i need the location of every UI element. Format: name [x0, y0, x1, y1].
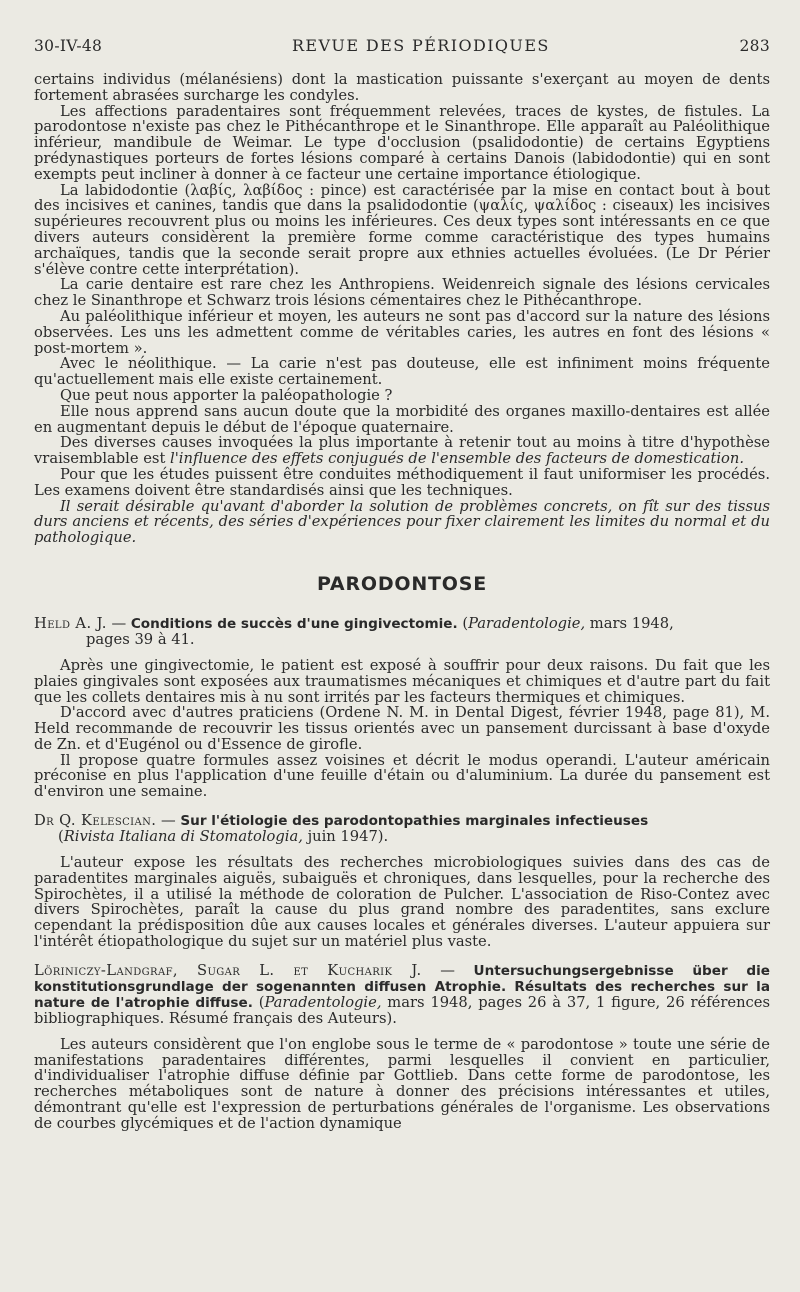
entry-dash: —: [156, 812, 181, 830]
paragraph: L'auteur expose les résultats des recherches microbiologiques suivies dans des cas de paradentites marginales aiguës, subaiguës et chroniques, dans lesquelles, pour la recherche des Spirochètes, il a utilisé la méthode de coloration de Pulcher. L'association de Riso-Contez avec divers Spirochètes, paraît la cause du plus grand nombre des paradentites, sans exclure cependant la prédisposition dûe aux causes locales et générales diverses. L'auteur appuiera sur l'intérêt étiopathologique du sujet sur un matériel plus vaste.: [34, 854, 770, 951]
entry-reference-pages: pages 39 à 41.: [86, 630, 195, 648]
entry-author: Löriniczy-Landgraf, Sugar L. et Kucharik J.: [34, 961, 422, 979]
entry-ref-open: (: [58, 828, 64, 846]
entry-author: Dr Q. Kelescian.: [34, 812, 157, 830]
entry-reference: juin 1947).: [302, 828, 389, 846]
entry-ref-open: (: [252, 993, 265, 1011]
entry-heading: [34, 616, 770, 648]
paragraph: [34, 435, 770, 467]
entry-reference: mars 1948,: [585, 614, 674, 632]
entry-heading: [34, 813, 770, 845]
header-journal-title: REVUE DES PÉRIODIQUES: [291, 36, 550, 55]
entry-title: Untersuchungsergebnisse über die konstitutionsgrundlage der sogenannten diffusen Atrophie. Résultats des recherches sur la nature de l'atrophie diffuse.: [34, 962, 770, 1011]
paragraph: Avec le néolithique. — La carie n'est pas douteuse, elle est infiniment moins fréquente qu'actuellement mais elle existe certainement.: [34, 355, 770, 389]
entry-title: Sur l'étiologie des parodontopathies marginales infectieuses: [180, 813, 649, 830]
intro-text: [34, 72, 770, 546]
entry-title: Conditions de succès d'une gingivectomie.: [130, 615, 458, 632]
causes-italic-text: l'influence des effets conjugués de l'ensemble des facteurs de domestication.: [170, 450, 745, 468]
causes-text: Des diverses causes invoquées la plus importante à retenir tout au moins à titre d'hypothèse vraisemblable est: [34, 434, 770, 468]
paragraph: Pour que les études puissent être conduites méthodiquement il faut uniformiser les procédés. Les examens doivent être standardisés ainsi que les techniques.: [34, 465, 770, 499]
entry-heading: [34, 963, 770, 1027]
entry-journal: Paradentologie,: [468, 614, 586, 632]
paragraph: Les affections paradentaires sont fréquemment relevées, traces de kystes, de fistules. La parodontose n'existe pas chez le Pithécanthrope et le Sinanthrope. Elle apparaît au Paléolithique inférieur, mandibule de Weimar. Le type d'occlusion (psalidodontie) de certains Egyptiens prédynastiques porteurs de fortes lésions comparé à certains Danois (labidodontie) qui en sont exempts peut incliner à donner à ce facteur une certaine importance étiologique.: [34, 102, 770, 183]
entry-dash: —: [106, 614, 131, 632]
entry-ref-open: (: [457, 614, 469, 632]
conclusion-paragraph: Il serait désirable qu'avant d'aborder la solution de problèmes concrets, on fît sur des tissus durs anciens et récents, des séries d'expériences pour fixer clairement les limites du normal et du pathologique.: [34, 497, 770, 547]
header-date: 30-IV-48: [34, 37, 103, 55]
paragraph: La carie dentaire est rare chez les Anthropiens. Weidenreich signale des lésions cervicales chez le Sinanthrope et Schwarz trois lésions cémentaires chez le Pithécanthrope.: [34, 276, 770, 310]
entry-journal: Paradentologie,: [264, 993, 382, 1011]
entry-author: Held A. J.: [34, 614, 107, 632]
review-entry: [34, 616, 770, 800]
review-entry: [34, 963, 770, 1132]
paragraph: La labidodontie (λαβίς, λαβίδος : pince) est caractérisée par la mise en contact bout à bout des incisives et canines, tandis que dans la psalidodontie (ψαλίς, ψαλίδος : ciseaux) les incisives supérieures recouvrent plus ou moins les inférieures. Ces deux types sont intéressants en ce que divers auteurs considèrent la première forme comme caractéristique des types humains archaïques, tandis que la seconde serait propre aux ethnies actuelles évoluées. (Le Dr Périer s'élève contre cette interprétation).: [34, 181, 770, 278]
entry-journal: Rivista Italiana di Stomatologia,: [63, 828, 303, 846]
page-number: 283: [739, 37, 770, 55]
paragraph: Au paléolithique inférieur et moyen, les auteurs ne sont pas d'accord sur la nature des lésions observées. Les uns les admettent comme de véritables caries, les autres en font des lésions « post-mortem ».: [34, 307, 770, 357]
paragraph: Que peut nous apporter la paléopathologie ?: [60, 386, 393, 404]
review-entry: [34, 813, 770, 950]
paragraph: D'accord avec d'autres praticiens (Ordene N. M. in Dental Digest, février 1948, page 81), M. Held recommande de recouvrir les tissus orientés avec un pansement durcissant à base d'oxyde de Zn. et d'Eugénol ou d'Essence de girofle.: [34, 704, 770, 753]
section-title: PARODONTOSE: [316, 572, 488, 595]
paragraph: Il propose quatre formules assez voisines et décrit le modus operandi. L'auteur américain préconise en plus l'application d'une feuille d'étain ou d'aluminium. La durée du pansement est d'environ une semaine.: [34, 751, 770, 801]
paragraph: Elle nous apprend sans aucun doute que la morbidité des organes maxillo-dentaires est allée en augmentant depuis le début de l'époque quaternaire.: [34, 402, 770, 436]
entry-dash: —: [421, 961, 474, 979]
paragraph: certains individus (mélanésiens) dont la mastication puissante s'exerçant au moyen de dents fortement abrasées surcharge les condyles.: [34, 71, 770, 104]
running-header: [34, 36, 770, 55]
paragraph: Les auteurs considèrent que l'on englobe sous le terme de « parodontose » toute une série de manifestations paradentaires différentes, parmi lesquelles il convient en particulier, d'individualiser l'atrophie diffuse définie par Gottlieb. Dans cette forme de parodontose, les recherches métaboliques sont de nature à donner des précisions intéressantes et utiles, démontrant qu'elle est l'expression de perturbations générales de l'organisme. Les observations de courbes glycémiques et de l'action dynamique: [34, 1035, 770, 1132]
entry-reference: mars 1948, pages 26 à 37, 1 figure, 26 références bibliographiques. Résumé français des Auteurs).: [34, 993, 770, 1027]
paragraph: Après une gingivectomie, le patient est exposé à souffrir pour deux raisons. Du fait que les plaies gingivales sont exposées aux traumatismes mécaniques et chimiques et d'autre part du fait que les collets dentaires mis à nu sont irrités par les facteurs thermiques et chimiques.: [34, 656, 770, 706]
